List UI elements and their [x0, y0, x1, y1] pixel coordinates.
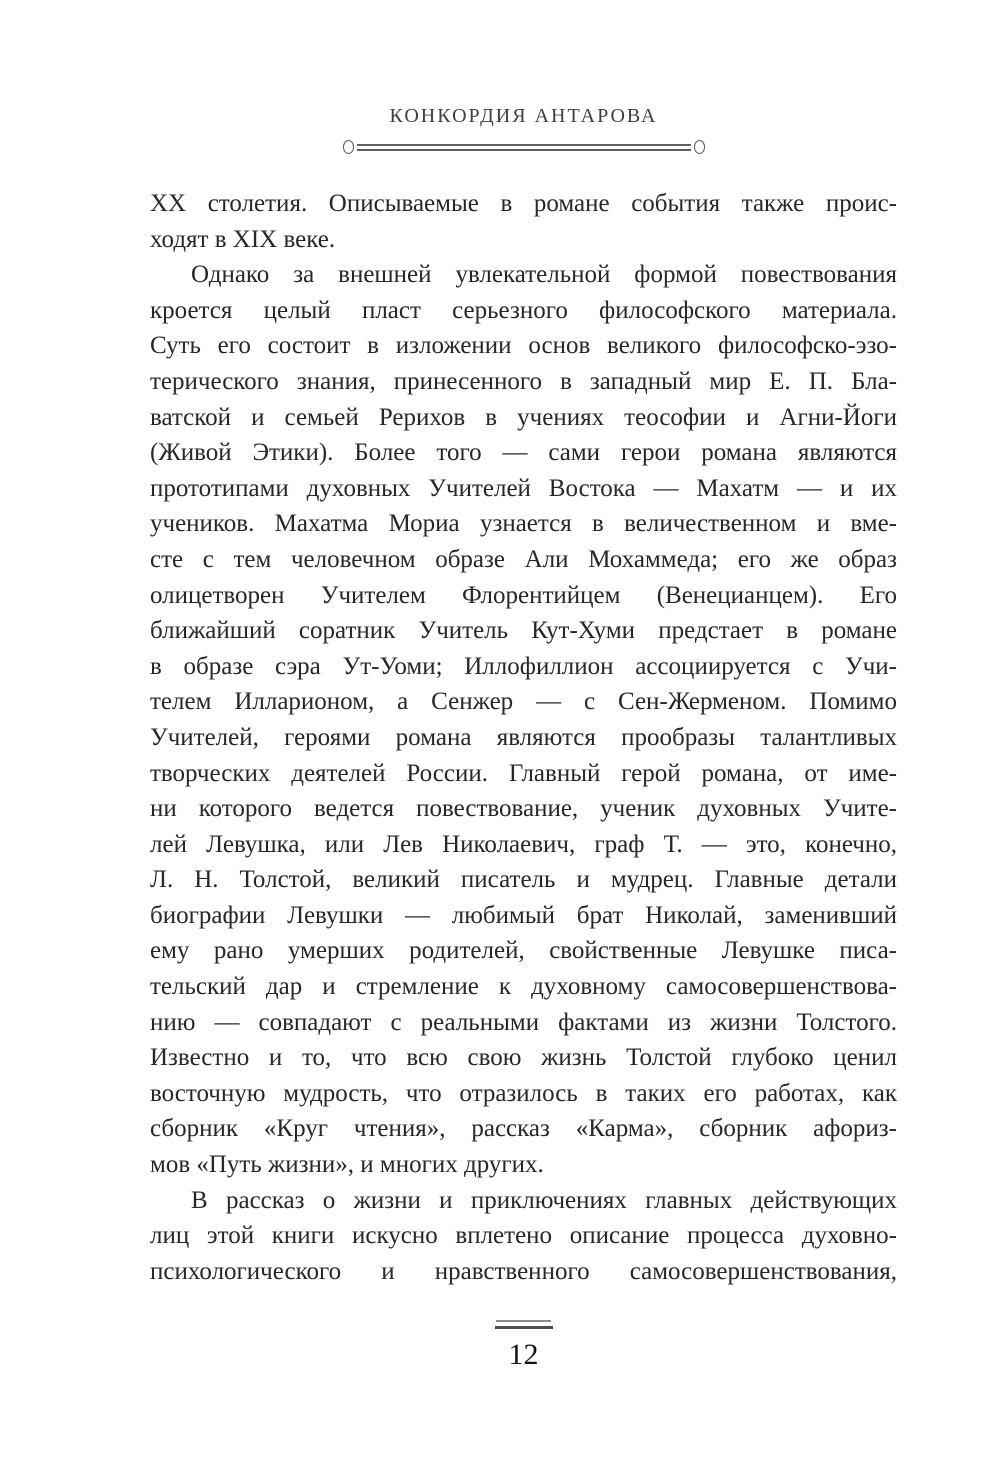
text-line: психологического и нравственного самосовершенствования,	[150, 1257, 897, 1285]
footer-rule-top	[496, 1320, 551, 1322]
text-line: восточную мудрость, что отразилось в таких его работах, как	[150, 1079, 897, 1107]
text-line: ходят в XIX веке.	[150, 225, 336, 253]
text-line: мов «Путь жизни», и многих других.	[150, 1151, 544, 1179]
body-text	[150, 186, 897, 1289]
ring-icon-right	[694, 140, 705, 154]
text-line: лиц этой книги искусно вплетено описание процесса духовно-	[150, 1222, 897, 1250]
text-line: тельский дар и стремление к духовному самосовершенствова-	[150, 973, 897, 1001]
footer-ornament	[495, 1320, 553, 1329]
text-line: ватской и семьей Рерихов в учениях теософии и Агни-Йоги	[150, 403, 897, 431]
text-line: Учителей, героями романа являются прообразы талантливых	[150, 723, 897, 751]
text-line: ближайший соратник Учитель Кут-Хуми предстает в романе	[150, 617, 897, 645]
text-line: Л. Н. Толстой, великий писатель и мудрец. Главные детали	[150, 866, 897, 894]
header-ornament-rule	[343, 139, 705, 155]
text-line: сборник «Круг чтения», рассказ «Карма», сборник афориз-	[150, 1115, 897, 1143]
double-rule-line	[357, 144, 691, 151]
running-header-author: КОНКОРДИЯ АНТАРОВА	[389, 105, 658, 127]
text-line: (Живой Этики). Более того — сами герои романа являются	[150, 439, 897, 467]
text-line: Суть его состоит в изложении основ великого философско-эзо-	[150, 332, 897, 360]
text-line: учеников. Махатма Мориа узнается в величественном и вме-	[150, 510, 897, 538]
book-page	[150, 0, 897, 1373]
footer-rule-bottom	[495, 1326, 553, 1329]
text-line: Однако за внешней увлекательной формой повествования	[191, 261, 897, 289]
text-line: нию — совпадают с реальными фактами из жизни Толстого.	[150, 1008, 897, 1036]
text-line: биографии Левушки — любимый брат Николай, заменивший	[150, 901, 897, 929]
text-line: В рассказ о жизни и приключениях главных действующих	[191, 1186, 897, 1214]
text-line: кроется целый пласт серьезного философского материала.	[150, 296, 897, 324]
text-line: лей Левушка, или Лев Николаевич, граф Т. — это, конечно,	[150, 830, 897, 858]
page-number: 12	[508, 1337, 539, 1371]
text-line: творческих деятелей России. Главный герой романа, от име-	[150, 759, 897, 787]
text-line: в образе сэра Ут-Уоми; Иллофиллион ассоциируется с Учи-	[150, 652, 897, 680]
text-line: олицетворен Учителем Флорентийцем (Венецианцем). Его	[150, 581, 897, 609]
text-line: телем Илларионом, а Сенжер — с Сен-Жерменом. Помимо	[150, 688, 897, 716]
text-line: прототипами духовных Учителей Востока — Махатм — и их	[150, 474, 897, 502]
text-line: ему рано умерших родителей, свойственные Левушке писа-	[150, 937, 897, 965]
text-line: ни которого ведется повествование, ученик духовных Учите-	[150, 795, 897, 823]
text-line: Известно и то, что всю свою жизнь Толстой глубоко ценил	[150, 1044, 897, 1072]
text-line: сте с тем человечном образе Али Мохаммеда; его же образ	[150, 545, 897, 573]
ring-icon-left	[343, 140, 354, 154]
text-line: терического знания, принесенного в западный мир Е. П. Бла-	[150, 367, 897, 395]
text-line: ХХ столетия. Описываемые в романе события также проис-	[150, 190, 897, 217]
